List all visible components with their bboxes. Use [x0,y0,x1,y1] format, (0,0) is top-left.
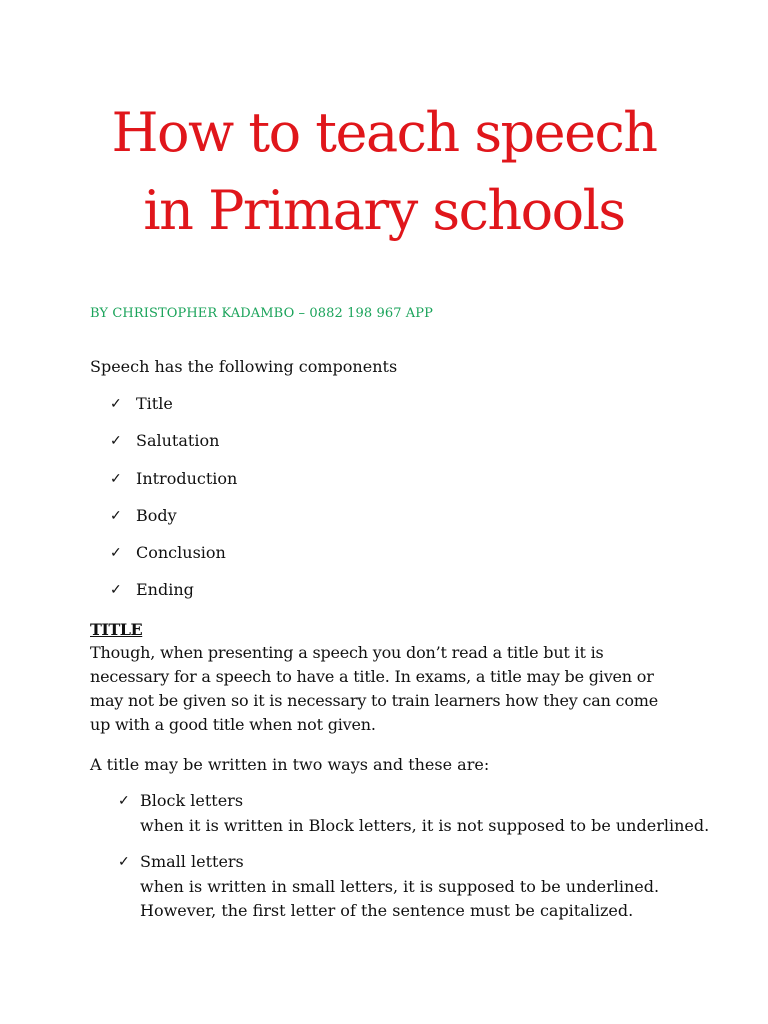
checkmark-icon: ✓ [118,793,130,809]
component-label: Title [136,394,173,413]
component-label: Introduction [136,468,238,488]
paragraph-line: necessary for a speech to have a title. In exams, a title may be given or [90,667,654,686]
checkmark-icon: ✓ [110,396,122,412]
way-description: when is written in small letters, it is supposed to be underlined. [140,876,660,896]
component-label: Conclusion [136,543,226,563]
checkmark-icon: ✓ [110,545,122,562]
paragraph-ways-intro: A title may be written in two ways and these are: [90,755,490,774]
way-content [140,850,659,924]
list-item [110,580,237,617]
checkmark-icon: ✓ [110,582,122,599]
title-ways-list [118,789,709,936]
author-byline: BY CHRISTOPHER KADAMBO – 0882 198 967 APP [90,306,433,321]
checkmark-icon: ✓ [110,433,122,450]
paragraph-line: Though, when presenting a speech you don’t read a title but it is [90,643,604,662]
list-item [110,469,237,506]
way-content [140,789,709,838]
way-label: Block letters [140,791,244,810]
section-heading: TITLE [90,620,143,639]
way-description: when it is written in Block letters, it is not supposed to be underlined. [140,815,710,835]
checkmark-icon: ✓ [110,470,122,487]
way-label: Small letters [140,852,244,871]
paragraph-line: may not be given so it is necessary to train learners how they can come [90,691,658,710]
list-item [110,394,237,431]
intro-text: Speech has the following components [90,357,398,376]
list-item [110,431,237,468]
title-line-2: in Primary schools [143,179,625,242]
checkmark-icon: ✓ [118,854,130,870]
checkmark-icon: ✓ [110,507,122,524]
title-line-1: How to teach speech [111,101,657,164]
way-description: However, the first letter of the sentence must be capitalized. [140,901,634,920]
component-label: Ending [136,580,194,600]
components-list [110,394,237,618]
component-label: Body [136,505,177,525]
list-item [110,506,237,543]
list-item [118,789,709,838]
paragraph-line: up with a good title when not given. [90,715,376,734]
list-item [118,850,709,924]
list-item [110,543,237,580]
paragraph-title-explanation [90,641,690,737]
document-title [0,94,768,250]
component-label: Salutation [136,431,220,451]
